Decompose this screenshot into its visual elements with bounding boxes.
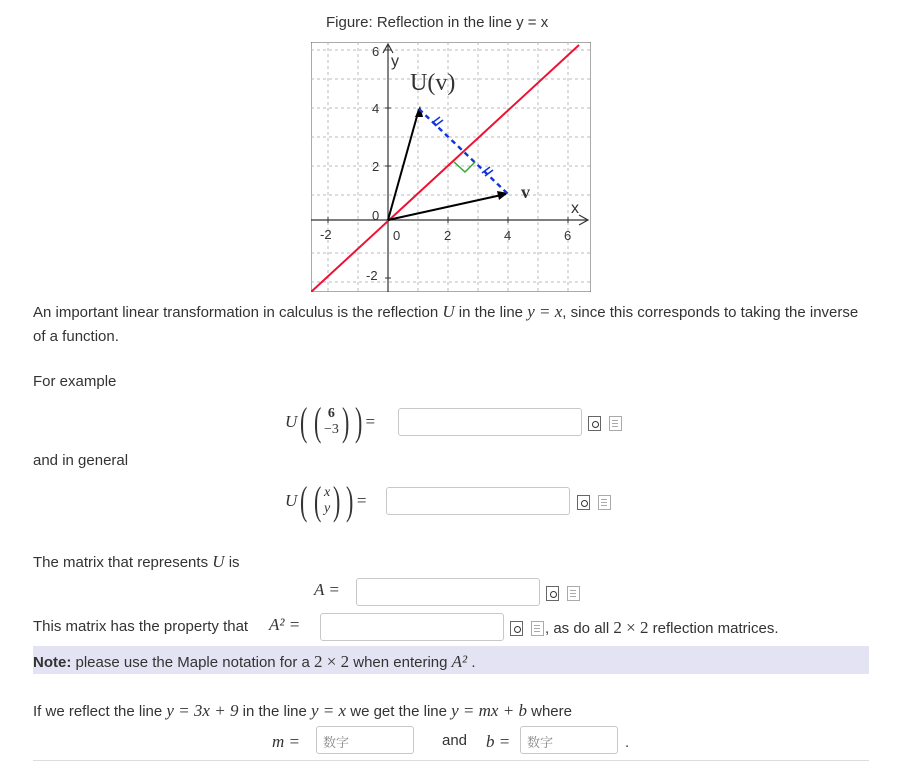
preview-icon[interactable]: [546, 586, 559, 601]
intro-U: U: [442, 302, 455, 321]
q4-tail-text-2: reflection matrices.: [648, 620, 779, 637]
y-tick-2: 2: [372, 159, 380, 174]
preview-icon[interactable]: [577, 495, 590, 510]
uv-label: U(v): [410, 70, 456, 96]
q1-equals: =: [365, 412, 376, 431]
intro-eq: y = x: [527, 302, 563, 321]
m-input[interactable]: 数字: [316, 726, 414, 754]
q3-A-label: A =: [314, 580, 340, 599]
help-icon[interactable]: [598, 495, 611, 510]
q3-lead-text-2: is: [224, 554, 240, 571]
q2-vector: [324, 485, 330, 517]
q4-A2-label: A² =: [269, 615, 301, 634]
q3-lead: [33, 552, 240, 572]
intro-text-3: , since this corresponds to taking the inverse of a function.: [33, 304, 859, 345]
y-tick-minus2: -2: [366, 268, 378, 283]
q2-expression: U ( ( x y ) ) =: [285, 478, 367, 523]
q5-eq2: y = x: [311, 701, 347, 720]
divider: [33, 760, 869, 761]
m-label: m =: [272, 732, 300, 751]
note-dims: 2 × 2: [314, 652, 350, 671]
x-tick-minus2: -2: [320, 227, 332, 242]
q2-top: x: [323, 485, 331, 500]
q5-text-4: where: [526, 703, 572, 720]
q5-period: .: [625, 734, 630, 751]
help-icon[interactable]: [567, 586, 580, 601]
q3-lead-text: The matrix that represents: [33, 554, 213, 571]
and-label: and: [442, 732, 468, 749]
intro-paragraph: [33, 300, 873, 349]
q1-bottom: −3: [323, 422, 339, 437]
q1-expression: U ( ( 6 −3 ) ) =: [285, 399, 376, 444]
y-tick-0: 0: [372, 208, 380, 223]
note-text: [33, 652, 476, 672]
q2-bottom: y: [323, 501, 331, 516]
matrix-A2-input[interactable]: [320, 613, 504, 641]
q5-text-3: we get the line: [346, 703, 452, 720]
note-text-3: .: [467, 654, 476, 671]
q5-eq3: y = mx + b: [451, 701, 527, 720]
intro-text-2: in the line: [454, 304, 528, 321]
b-input[interactable]: 数字: [520, 726, 618, 754]
note-A2: A²: [451, 652, 468, 671]
q4-tail-text: , as do all: [545, 620, 614, 637]
x-tick-4: 4: [504, 228, 512, 243]
note-bold: Note:: [33, 654, 72, 671]
q2-answer-input[interactable]: [386, 487, 570, 515]
x-tick-6: 6: [564, 228, 572, 243]
q1-vector: [324, 406, 339, 438]
help-icon[interactable]: [609, 416, 622, 431]
b-label: b =: [486, 732, 511, 751]
q2-equals: =: [356, 491, 367, 510]
q4-tail: [545, 618, 779, 638]
x-tick-2: 2: [444, 228, 452, 243]
q5-text-1: If we reflect the line: [33, 703, 167, 720]
x-tick-0: 0: [393, 228, 401, 243]
q2-lead: and in general: [33, 452, 129, 469]
note-text-2: when entering: [349, 654, 452, 671]
q5-eq1: y = 3x + 9: [166, 701, 239, 720]
note-text-1: please use the Maple notation for a: [71, 654, 314, 671]
figure-title: Figure: Reflection in the line y = x: [326, 14, 549, 31]
x-axis-label: x: [571, 200, 579, 217]
q1-answer-input[interactable]: [398, 408, 582, 436]
q1-U: U: [285, 412, 298, 431]
y-axis-label: y: [391, 53, 399, 70]
q4-dims: 2 × 2: [613, 618, 649, 637]
y-tick-6: 6: [372, 44, 380, 59]
q2-U: U: [285, 491, 298, 510]
q5-text-2: in the line: [238, 703, 311, 720]
q4-lead: This matrix has the property that: [33, 618, 249, 635]
help-icon[interactable]: [531, 621, 544, 636]
preview-icon[interactable]: [510, 621, 523, 636]
intro-text: An important linear transformation in calculus is the reflection: [33, 304, 443, 321]
preview-icon[interactable]: [588, 416, 601, 431]
matrix-A-input[interactable]: [356, 578, 540, 606]
v-label: v: [521, 182, 530, 202]
q3-U: U: [212, 552, 225, 571]
y-tick-4: 4: [372, 101, 380, 116]
q1-lead: For example: [33, 373, 117, 390]
q1-top: 6: [327, 406, 335, 421]
q5-text: [33, 701, 572, 721]
